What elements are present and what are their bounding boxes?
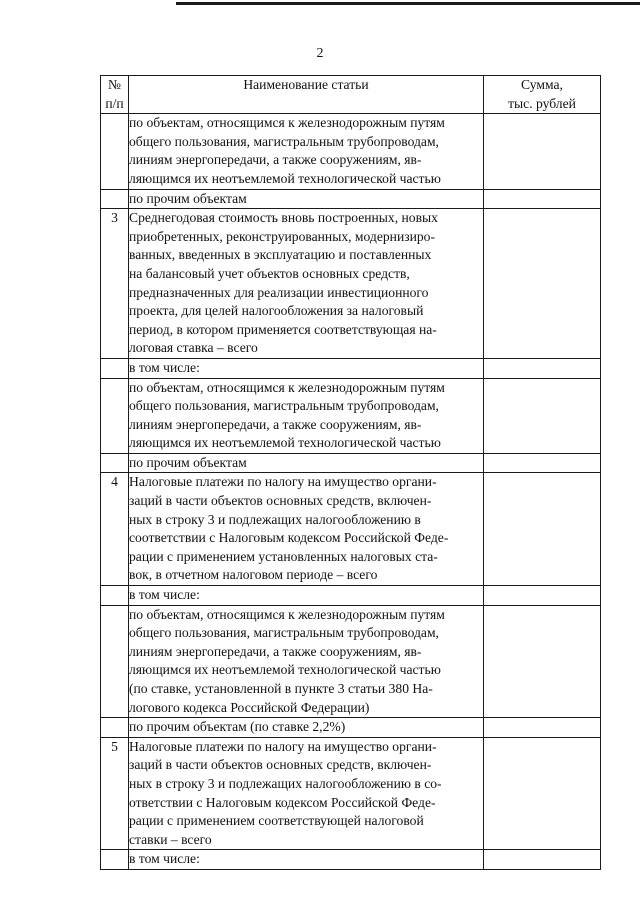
row-num <box>101 189 129 209</box>
header-num: № п/п <box>101 76 129 114</box>
row-sum <box>484 737 601 850</box>
row-sum <box>484 358 601 378</box>
row-num: 5 <box>101 737 129 850</box>
table-row <box>101 473 601 586</box>
row-text: Налоговые платежи по налогу на имущество органи- заций в части объектов основных средств, включен- ных в строку 3 и подлежащих налогообложению в со- ответствии с Налоговым кодексом Российской Феде- рации с применением соответствующей налоговой ставки – всего <box>129 737 484 850</box>
row-text: по объектам, относящимся к железнодорожным путям общего пользования, магистральным трубопроводам, линиям энергопередачи, а также сооружениям, яв- ляющимся их неотъемлемой технологической частью <box>129 114 484 189</box>
row-sum <box>484 378 601 453</box>
row-sum <box>484 453 601 473</box>
row-num <box>101 114 129 189</box>
table-row <box>101 189 601 209</box>
items-table <box>100 75 601 870</box>
row-text: Среднегодовая стоимость вновь построенных, новых приобретенных, реконструированных, модернизиро- ванных, введенных в эксплуатацию и поставленных на балансовый учет объектов основных средств, предназначенных для реализации инвестиционного проекта, для целей налогообложения за налоговый период, в котором применяется соответствующая на- логовая ставка – всего <box>129 209 484 359</box>
row-num <box>101 586 129 606</box>
row-text: по прочим объектам (по ставке 2,2%) <box>129 718 484 738</box>
row-num <box>101 453 129 473</box>
row-sum <box>484 586 601 606</box>
row-sum <box>484 605 601 718</box>
table-row <box>101 114 601 189</box>
row-num <box>101 718 129 738</box>
row-text: по прочим объектам <box>129 453 484 473</box>
table-row <box>101 358 601 378</box>
row-num <box>101 378 129 453</box>
table-row <box>101 718 601 738</box>
row-num: 4 <box>101 473 129 586</box>
row-text: в том числе: <box>129 586 484 606</box>
row-text: Налоговые платежи по налогу на имущество органи- заций в части объектов основных средств, включен- ных в строку 3 и подлежащих налогообложению в соответствии с Налоговым кодексом Российской Феде- рации с применением установленных налоговых ста- вок, в отчетном налоговом периоде – всего <box>129 473 484 586</box>
page-number: 2 <box>316 46 324 61</box>
row-sum <box>484 850 601 870</box>
table-row <box>101 850 601 870</box>
header-name: Наименование статьи <box>129 76 484 114</box>
row-sum <box>484 209 601 359</box>
row-num <box>101 358 129 378</box>
row-sum <box>484 189 601 209</box>
table-row <box>101 209 601 359</box>
row-text: по объектам, относящимся к железнодорожным путям общего пользования, магистральным трубопроводам, линиям энергопередачи, а также сооружениям, яв- ляющимся их неотъемлемой технологической частью (по ставке, установленной в пункте 3 статьи 380 На- логового кодекса Российской Федерации) <box>129 605 484 718</box>
row-sum <box>484 473 601 586</box>
top-rule <box>176 2 640 5</box>
row-sum <box>484 718 601 738</box>
table-row <box>101 378 601 453</box>
row-text: по прочим объектам <box>129 189 484 209</box>
table-row <box>101 586 601 606</box>
row-num <box>101 850 129 870</box>
row-text: в том числе: <box>129 358 484 378</box>
row-sum <box>484 114 601 189</box>
row-num: 3 <box>101 209 129 359</box>
row-text: в том числе: <box>129 850 484 870</box>
header-sum: Сумма, тыс. рублей <box>484 76 601 114</box>
table-row <box>101 605 601 718</box>
table-header-row <box>101 76 601 114</box>
table-row <box>101 453 601 473</box>
table-row <box>101 737 601 850</box>
row-num <box>101 605 129 718</box>
row-text: по объектам, относящимся к железнодорожным путям общего пользования, магистральным трубопроводам, линиям энергопередачи, а также сооружениям, яв- ляющимся их неотъемлемой технологической частью <box>129 378 484 453</box>
